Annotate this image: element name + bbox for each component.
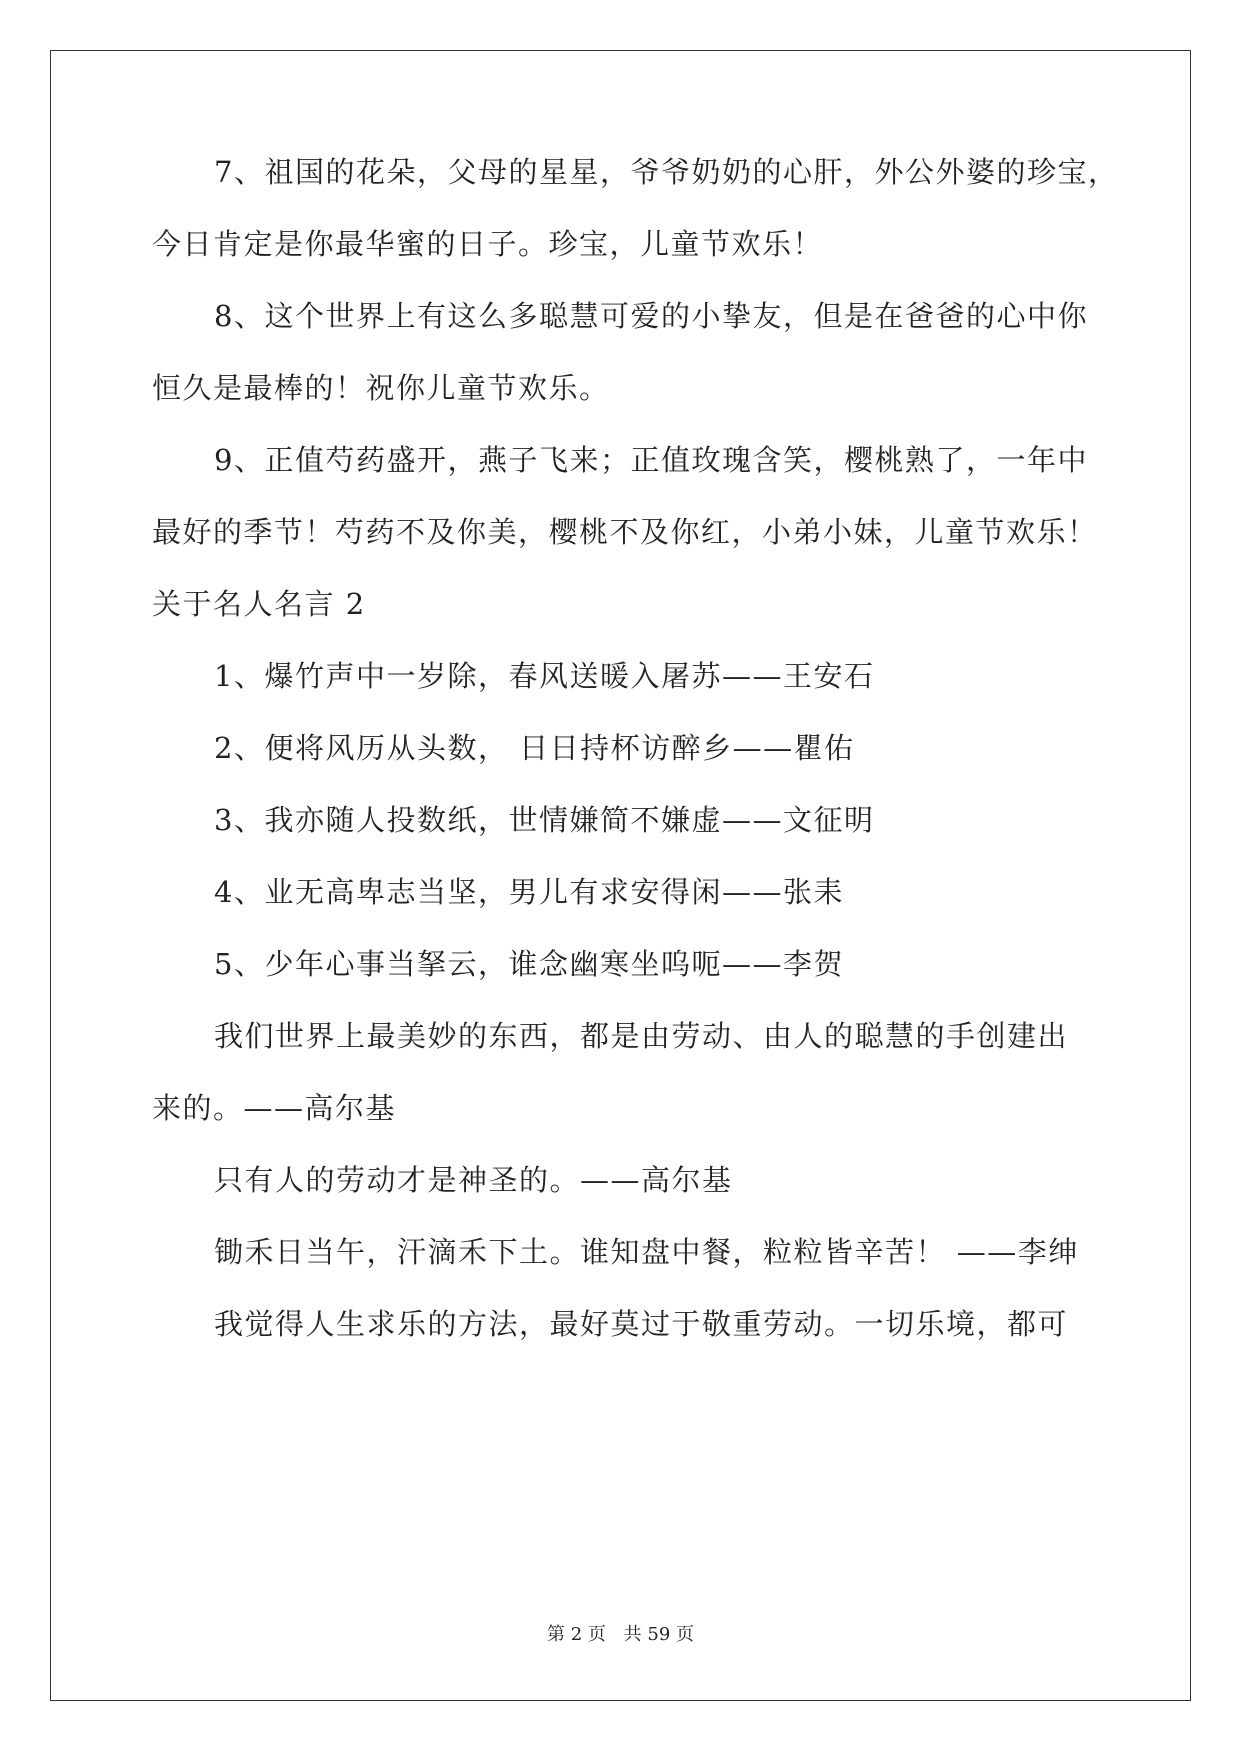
text-line-2: 今日肯定是你最华蜜的日子。珍宝，儿童节欢乐！ [152,227,824,261]
quote-line-2: 2、便将风历从头数， 日日持杯访醉乡——瞿佑 [214,731,855,765]
text-line-15: 只有人的劳动才是神圣的。——高尔基 [214,1163,733,1197]
total-pages-label: 共 59 页 [623,1624,694,1645]
text-line-17: 我觉得人生求乐的方法，最好莫过于敬重劳动。一切乐境，都可 [214,1307,1069,1341]
text-line-6: 最好的季节！芍药不及你美，樱桃不及你红，小弟小妹，儿童节欢乐！ [152,515,1098,549]
quote-line-1: 1、爆竹声中一岁除，春风送暖入屠苏——王安石 [214,659,875,693]
text-line-4: 恒久是最棒的！祝你儿童节欢乐。 [152,371,610,405]
quote-line-3: 3、我亦随人投数纸，世情嫌简不嫌虚——文征明 [214,803,875,837]
text-line-3: 8、这个世界上有这么多聪慧可爱的小挚友，但是在爸爸的心中你 [214,299,1088,333]
text-line-14: 来的。——高尔基 [152,1091,397,1125]
section-heading: 关于名人名言 2 [152,587,366,621]
text-line-5: 9、正值芍药盛开，燕子飞来；正值玫瑰含笑，樱桃熟了，一年中 [214,443,1088,477]
quote-line-4: 4、业无高卑志当坚，男儿有求安得闲——张耒 [214,875,844,909]
text-line-1: 7、祖国的花朵，父母的星星，爷爷奶奶的心肝，外公外婆的珍宝， [214,155,1119,189]
quote-line-5: 5、少年心事当拏云，谁念幽寒坐呜呃——李贺 [214,947,844,981]
text-line-13: 我们世界上最美妙的东西，都是由劳动、由人的聪慧的手创建出 [214,1019,1069,1053]
text-line-16: 锄禾日当午，汗滴禾下土。谁知盘中餐，粒粒皆辛苦！ ——李绅 [214,1235,1079,1269]
current-page-label: 第 2 页 [547,1624,606,1645]
page-footer [0,1620,1241,1646]
